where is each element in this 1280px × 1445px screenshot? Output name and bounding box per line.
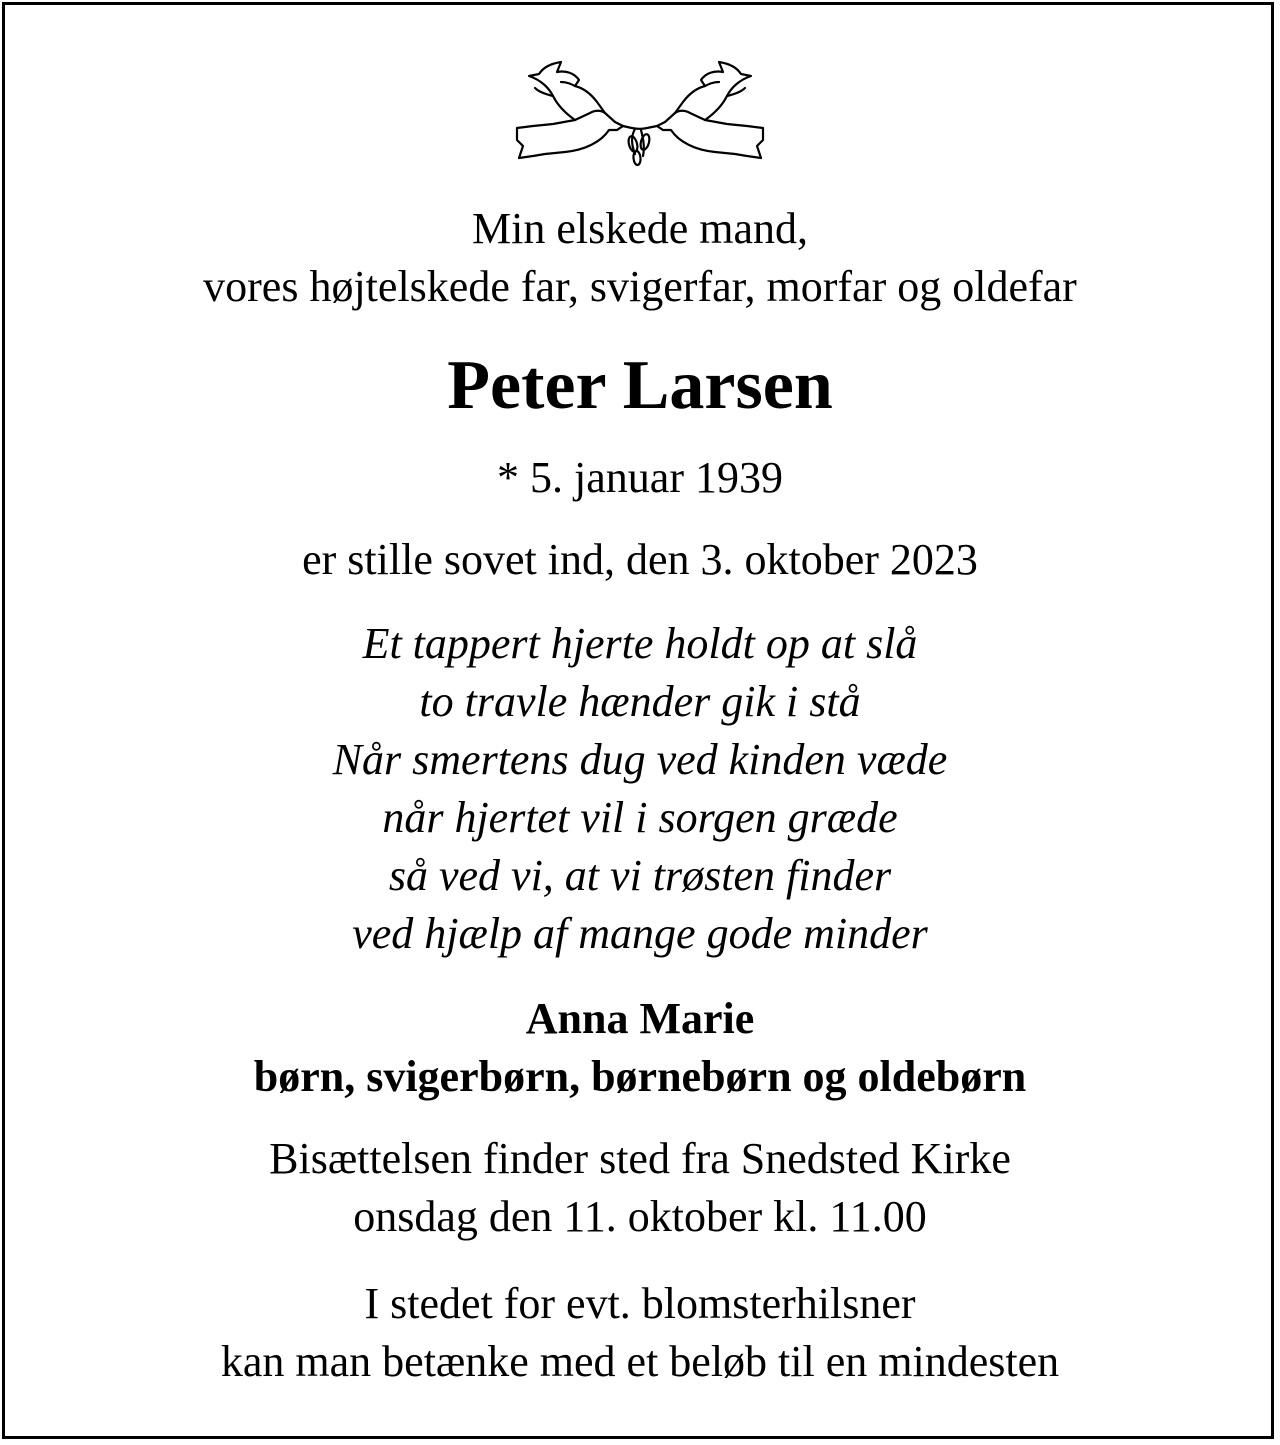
family-line-1: Anna Marie (525, 994, 755, 1043)
family-signature (0, 990, 1280, 1106)
service-line-1: Bisættelsen finder sted fra Snedsted Kirke (269, 1134, 1011, 1183)
poem-line: Når smertens dug ved kinden væde (332, 735, 948, 784)
birth-date: * 5. januar 1939 (497, 453, 783, 502)
doves-with-olive-branch-icon (505, 58, 775, 168)
poem-line: ved hjælp af mange gode minder (352, 909, 928, 958)
poem-line: Et tappert hjerte holdt op at slå (362, 619, 918, 668)
flowers-line-2: kan man betænke med et beløb til en mindesten (220, 1337, 1060, 1386)
intro-line-1: Min elskede mand, (471, 204, 809, 253)
death-date: er stille sovet ind, den 3. oktober 2023 (302, 535, 978, 584)
intro-text (0, 200, 1280, 316)
intro-line-2: vores højtelskede far, svigerfar, morfar og oldefar (203, 262, 1077, 311)
poem-line: to travle hænder gik i stå (419, 677, 861, 726)
poem-line: så ved vi, at vi trøsten finder (388, 851, 892, 900)
flowers-line-1: I stedet for evt. blomsterhilsner (364, 1279, 916, 1328)
poem-line: når hjertet vil i sorgen græde (382, 793, 898, 842)
service-line-2: onsdag den 11. oktober kl. 11.00 (353, 1192, 927, 1241)
memorial-poem (0, 615, 1280, 963)
deceased-name: Peter Larsen (447, 347, 833, 424)
funeral-service-info (0, 1130, 1280, 1246)
family-line-2: børn, svigerbørn, børnebørn og oldebørn (253, 1052, 1027, 1101)
flowers-note (0, 1275, 1280, 1391)
